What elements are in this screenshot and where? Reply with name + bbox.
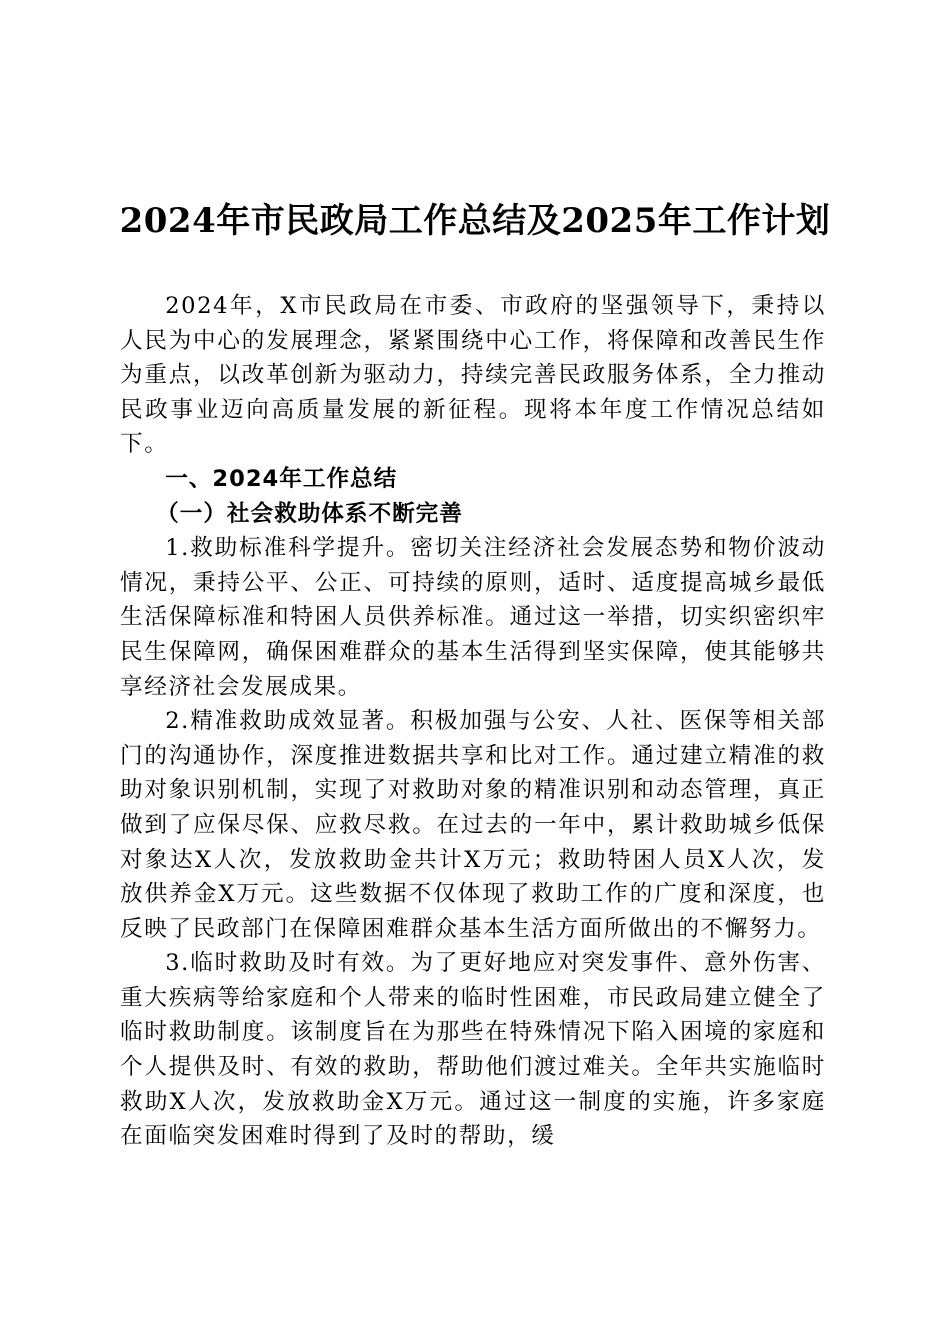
body-paragraph: 2.精准救助成效显著。积极加强与公安、人社、医保等相关部门的沟通协作，深度推进数据共享和比对工作。通过建立精准的救助对象识别机制，实现了对救助对象的精准识别和动态管理，真正做到了应保尽保、应救尽救。在过去的一年中，累计救助城乡低保对象达X人次，发放救助金共计X万元；救助特困人员X人次，发放供养金X万元。这些数据不仅体现了救助工作的广度和深度，也反映了民政部门在保障困难群众基本生活方面所做出的不懈努力。 xyxy=(120,708,826,942)
subsection-heading: （一）社会救助体系不断完善 xyxy=(156,500,463,527)
body-paragraph: 3.临时救助及时有效。为了更好地应对突发事件、意外伤害、重大疾病等给家庭和个人带来的临时性困难，市民政局建立健全了临时救助制度。该制度旨在为那些在特殊情况下陷入困境的家庭和个人提供及时、有效的救助，帮助他们渡过难关。全年共实施临时救助X人次，发放救助金X万元。通过这一制度的实施，许多家庭在面临突发困难时得到了及时的帮助，缓 xyxy=(120,950,826,1150)
section-heading: 一、2024年工作总结 xyxy=(165,465,398,492)
document-body xyxy=(120,289,826,1154)
body-paragraph: 1.救助标准科学提升。密切关注经济社会发展态势和物价波动情况，秉持公平、公正、可持续的原则，适时、适度提高城乡最低生活保障标准和特困人员供养标准。通过这一举措，切实织密织牢民生保障网，确保困难群众的基本生活得到坚实保障，使其能够共享经济社会发展成果。 xyxy=(120,535,826,700)
document-title: 2024年市民政局工作总结及2025年工作计划 xyxy=(119,201,831,241)
intro-paragraph: 2024年，X市民政局在市委、市政府的坚强领导下，秉持以人民为中心的发展理念，紧紧围绕中心工作，将保障和改善民生作为重点，以改革创新为驱动力，持续完善民政服务体系，全力推动民政事业迈向高质量发展的新征程。现将本年度工作情况总结如下。 xyxy=(120,293,826,458)
